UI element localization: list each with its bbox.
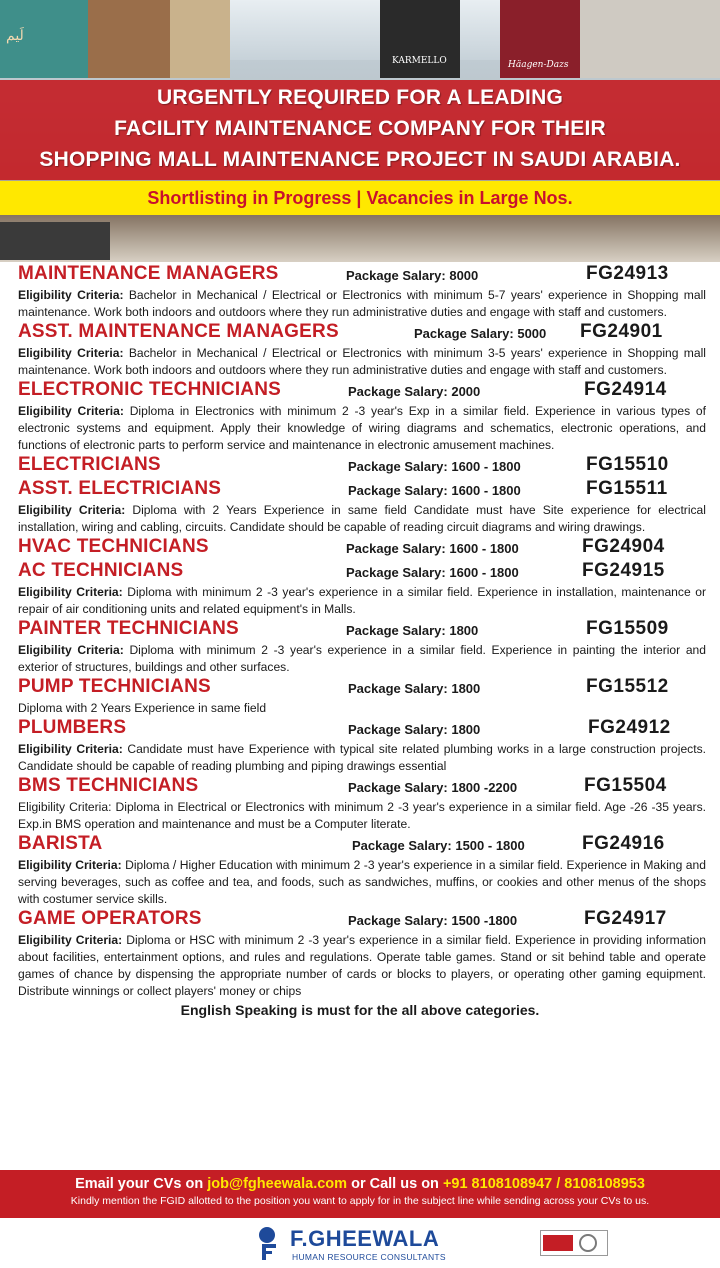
- job-header: [18, 454, 720, 478]
- job-criteria: [18, 932, 706, 1000]
- english-requirement-note: English Speaking is must for the all above categories.: [180, 1002, 540, 1018]
- job-code: FG15510: [586, 454, 669, 475]
- job-criteria: [18, 700, 706, 717]
- job-title: PAINTER TECHNICIANS: [18, 618, 239, 639]
- job-header: [18, 321, 720, 345]
- store-front: [88, 0, 170, 78]
- job-title: MAINTENANCE MANAGERS: [18, 263, 279, 284]
- email-prefix: Email your CVs on: [75, 1176, 208, 1192]
- criteria-label: Eligibility Criteria:: [18, 643, 124, 657]
- job-code: FG24912: [588, 717, 671, 738]
- criteria-text: Candidate must have Experience with typical site related plumbing works in a large construction projects. Candidate should be capable of reading plumbing and piping drawings essential: [18, 742, 706, 773]
- job-salary: Package Salary: 2000: [348, 384, 481, 399]
- headline-line: FACILITY MAINTENANCE COMPANY FOR THEIR: [114, 117, 606, 140]
- criteria-text: Diploma with 2 Years Experience in same field: [18, 701, 267, 715]
- cert-badge-icon: [543, 1235, 573, 1251]
- job-salary: Package Salary: 1800: [346, 623, 479, 638]
- job-code: FG24904: [582, 536, 665, 557]
- criteria-text: Bachelor in Mechanical / Electrical or Electronics with minimum 5-7 years' experience in Shopping mall maintenance. Work both indoors and outdoors where they run administrative duties and engage with staff and customers.: [18, 288, 706, 319]
- job-code: FG24916: [582, 833, 665, 854]
- criteria-text: Diploma with minimum 2 -3 year's experience in a similar field. Experience in installation, maintenance or repair of air conditioning units and related equipment's in Malls.: [18, 585, 706, 616]
- job-title: ELECTRICIANS: [18, 454, 161, 475]
- store-sign: Häagen-Dazs: [508, 60, 569, 70]
- job-criteria: [18, 857, 706, 908]
- job-code: FG24913: [586, 263, 669, 284]
- email-link[interactable]: job@fgheewala.com: [207, 1176, 348, 1192]
- job-code: FG15511: [586, 478, 668, 499]
- job-code: FG24901: [580, 321, 663, 342]
- job-title: BARISTA: [18, 833, 103, 854]
- job-header: [18, 536, 720, 560]
- criteria-text: Diploma or HSC with minimum 2 -3 year's experience in a similar field. Experience in providing information about facilities, entertainment options, and rules and regulations. Operate table games. Stand or sit behind table and operate games of chance by dispensing the appropriate number of cards or blocks to players, or operating other gaming equipment. Distribute winnings or collect players' money or chips: [18, 933, 706, 998]
- header-photo: [0, 0, 720, 262]
- logo-area: [0, 1218, 720, 1268]
- job-code: FG24914: [584, 379, 667, 400]
- criteria-label: Eligibility Criteria:: [18, 503, 126, 517]
- call-prefix: or Call us on: [347, 1176, 443, 1192]
- job-salary: Package Salary: 1600 - 1800: [348, 459, 521, 474]
- criteria-label: Eligibility Criteria:: [18, 742, 123, 756]
- criteria-label: Eligibility Criteria:: [18, 404, 124, 418]
- job-criteria: [18, 799, 706, 833]
- subtitle-banner: Shortlisting in Progress | Vacancies in Large Nos.: [0, 181, 720, 215]
- job-criteria: [18, 502, 706, 536]
- certification-badges: [540, 1230, 608, 1256]
- job-header: [18, 833, 720, 857]
- job-header: [18, 263, 720, 287]
- headline-line: SHOPPING MALL MAINTENANCE PROJECT IN SAUDI ARABIA.: [39, 148, 681, 171]
- job-header: [18, 676, 720, 700]
- job-criteria: [18, 403, 706, 454]
- job-salary: Package Salary: 1600 - 1800: [348, 483, 521, 498]
- job-header: [18, 379, 720, 403]
- gheewala-logo-icon: [254, 1226, 280, 1260]
- criteria-text: Diploma with 2 Years Experience in same field Candidate must have Site experience for electrical installation, wiring and cabling, circuits. Candidate should be capable of reading circuit diagrams and wiring drawings.: [18, 503, 706, 534]
- job-salary: Package Salary: 1800: [348, 722, 481, 737]
- job-header: [18, 908, 720, 932]
- job-criteria: [18, 584, 706, 618]
- criteria-label: Eligibility Criteria:: [18, 933, 123, 947]
- job-header: [18, 775, 720, 799]
- job-header: [18, 560, 720, 584]
- job-salary: Package Salary: 1500 -1800: [348, 913, 518, 928]
- job-criteria: [18, 642, 706, 676]
- seal-icon: [579, 1234, 597, 1252]
- job-title: ASST. ELECTRICIANS: [18, 478, 222, 499]
- criteria-text: Diploma / Higher Education with minimum 2 -3 year's experience in a similar field. Experience in Making and serving beverages, such as coffee and tea, and foods, such as sandwiches, muffins, or cookies and other menus of the shops with costumer service skills.: [18, 858, 706, 906]
- job-header: [18, 717, 720, 741]
- company-tagline: HUMAN RESOURCE CONSULTANTS: [292, 1252, 446, 1262]
- phone-link[interactable]: +91 8108108947 / 8108108953: [442, 1176, 645, 1192]
- job-criteria: [18, 345, 706, 379]
- job-title: ELECTRONIC TECHNICIANS: [18, 379, 282, 400]
- criteria-label: Eligibility Criteria:: [18, 585, 123, 599]
- job-code: FG15512: [586, 676, 669, 697]
- job-code: FG15509: [586, 618, 669, 639]
- job-title: AC TECHNICIANS: [18, 560, 184, 581]
- job-salary: Package Salary: 1800: [348, 681, 481, 696]
- job-salary: Package Salary: 8000: [346, 268, 479, 283]
- fgid-note: Kindly mention the FGID allotted to the position you want to apply for in the subject line while sending across your CVs to us.: [70, 1195, 650, 1207]
- job-code: FG15504: [584, 775, 667, 796]
- criteria-text: Bachelor in Mechanical / Electrical or Electronics with minimum 3-5 years' experience in Shopping mall maintenance. Work both indoors and outdoors where they run administrative duties and engage with staff and customers.: [18, 346, 706, 377]
- job-list: [0, 263, 720, 1022]
- headline-line: URGENTLY REQUIRED FOR A LEADING: [156, 86, 563, 109]
- job-title: ASST. MAINTENANCE MANAGERS: [18, 321, 339, 342]
- job-salary: Package Salary: 1800 -2200: [348, 780, 518, 795]
- job-criteria: [18, 287, 706, 321]
- job-salary: Package Salary: 1500 - 1800: [352, 838, 525, 853]
- criteria-label: Eligibility Criteria:: [18, 858, 122, 872]
- job-title: HVAC TECHNICIANS: [18, 536, 209, 557]
- criteria-text: Eligibility Criteria: Diploma in Electrical or Electronics with minimum 2 -3 year's experience in a similar field. Age -26 -35 years. Exp.in BMS operation and maintenance and must be a Computer literate.: [18, 800, 706, 831]
- store-sign: KARMELLO: [392, 56, 447, 66]
- job-code: FG24915: [582, 560, 665, 581]
- job-salary: Package Salary: 1600 - 1800: [346, 541, 519, 556]
- job-salary: Package Salary: 1600 - 1800: [346, 565, 519, 580]
- store-front: [580, 0, 720, 78]
- job-title: GAME OPERATORS: [18, 908, 202, 929]
- job-criteria: [18, 741, 706, 775]
- job-header: [18, 478, 720, 502]
- contact-line: [0, 1170, 720, 1192]
- store-front: [170, 0, 230, 78]
- job-code: FG24917: [584, 908, 667, 929]
- contact-footer: [0, 1170, 720, 1218]
- store-sign: لَيم: [6, 28, 24, 44]
- criteria-label: Eligibility Criteria:: [18, 346, 124, 360]
- store-front: [0, 222, 110, 260]
- job-title: PLUMBERS: [18, 717, 127, 738]
- criteria-text: Diploma with minimum 2 -3 year's experience in a similar field. Experience in painting the interior and exterior of structures, buildings and other surfaces.: [18, 643, 706, 674]
- company-logo-name: F.GHEEWALA: [290, 1226, 440, 1251]
- job-header: [18, 618, 720, 642]
- job-title: PUMP TECHNICIANS: [18, 676, 211, 697]
- criteria-text: Diploma in Electronics with minimum 2 -3 year's Exp in a similar field. Experience in various types of electronic systems and equipment. Apply their knowledge of wiring diagrams and schematics, electronic operations, and functions of electronic parts to perform service and maintenance in electronic amusement machines.: [18, 404, 706, 452]
- store-front: [380, 0, 460, 78]
- criteria-label: Eligibility Criteria:: [18, 288, 124, 302]
- job-salary: Package Salary: 5000: [414, 326, 547, 341]
- job-title: BMS TECHNICIANS: [18, 775, 199, 796]
